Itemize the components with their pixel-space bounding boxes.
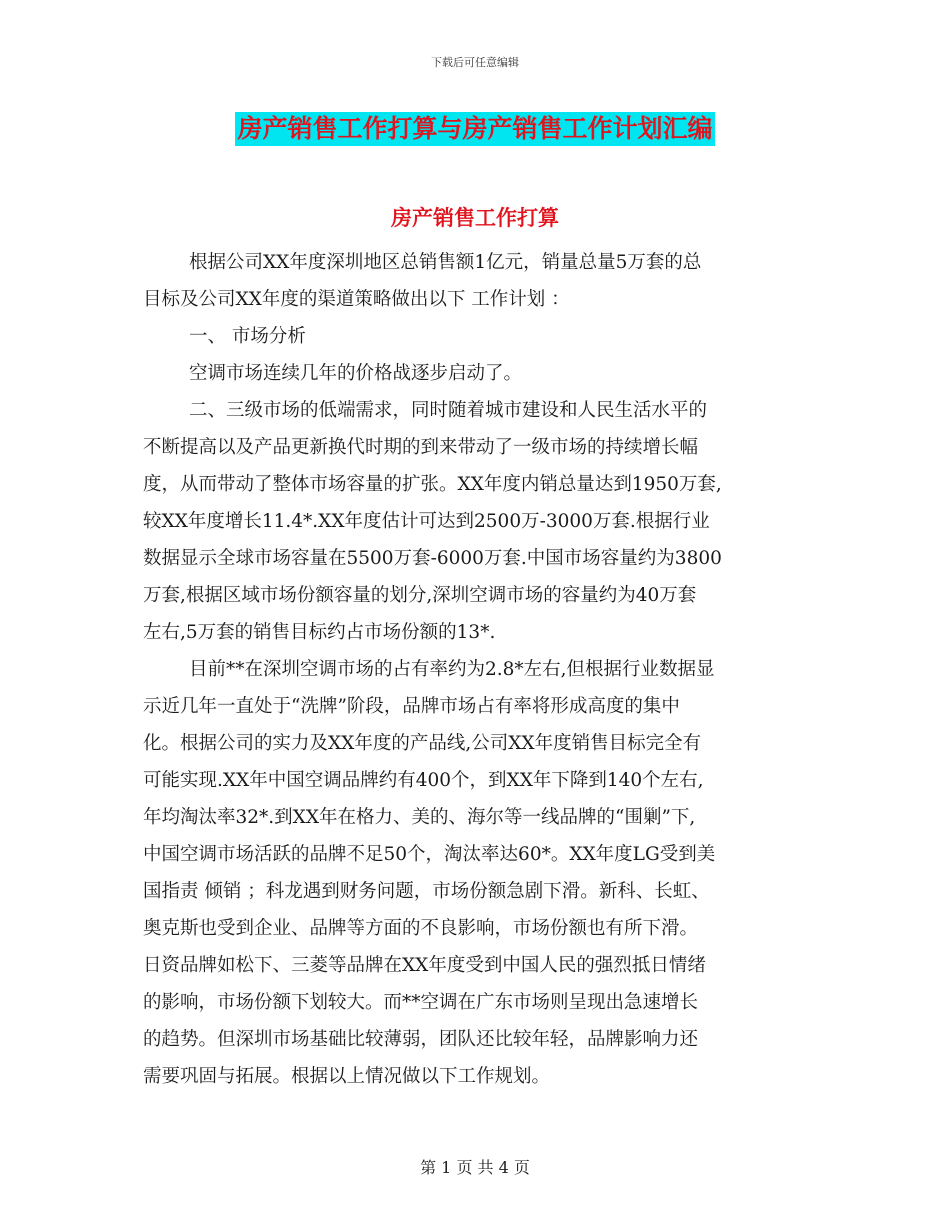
body-line: 可能实现.XX年中国空调品牌约有400个，到XX年下降到140个左右,	[143, 770, 704, 791]
body-line: 化。根据公司的实力及XX年度的产品线,公司XX年度销售目标完全有	[143, 733, 702, 754]
body-line: 的趋势。但深圳市场基础比较薄弱，团队还比较年轻，品牌影响力还	[143, 1029, 699, 1050]
body-line: 奥克斯也受到企业、品牌等方面的不良影响，市场份额也有所下滑。	[143, 918, 699, 939]
body-line: 左右,5万套的销售目标约占市场份额的13*.	[143, 622, 496, 643]
body-line: 中国空调市场活跃的品牌不足50个，淘汰率达60*。XX年度LG受到美	[143, 844, 716, 865]
body-line: 数据显示全球市场容量在5500万套-6000万套.中国市场容量约为3800	[143, 548, 722, 569]
page-number: 第 1 页 共 4 页	[420, 1158, 530, 1177]
page-header-note: 下载后可任意编辑	[431, 56, 519, 69]
body-line: 根据公司XX年度深圳地区总销售额1亿元，销量总量5万套的总	[189, 252, 702, 273]
body-line: 需要巩固与拓展。根据以上情况做以下工作规划。	[143, 1066, 551, 1087]
body-line: 目标及公司XX年度的渠道策略做出以下 工作计划 ：	[143, 289, 570, 310]
body-line: 的影响，市场份额下划较大。而**空调在广东市场则呈现出急速增长	[143, 992, 699, 1013]
body-line: 日资品牌如松下、三菱等品牌在XX年度受到中国人民的强烈抵日情绪	[143, 955, 706, 976]
section-title: 房产销售工作打算	[391, 206, 559, 230]
body-line: 目前**在深圳空调市场的占有率约为2.8*左右,但根据行业数据显	[189, 659, 715, 680]
body-line: 国指责 倾销 ；科龙遇到财务问题，市场份额急剧下滑。新科、长虹、	[143, 881, 710, 902]
document-body	[143, 244, 815, 1095]
body-line: 度，从而带动了整体市场容量的扩张。XX年度内销总量达到1950万套,	[143, 474, 722, 495]
body-line: 一、 市场分析	[189, 326, 306, 347]
body-line: 不断提高以及产品更新换代时期的到来带动了一级市场的持续增长幅	[143, 437, 699, 458]
document-title: 房产销售工作打算与房产销售工作计划汇编	[235, 112, 714, 146]
body-line: 二、三级市场的低端需求，同时随着城市建设和人民生活水平的	[189, 400, 708, 421]
document-title-container	[0, 112, 950, 146]
body-line: 万套,根据区域市场份额容量的划分,深圳空调市场的容量约为40万套	[143, 585, 697, 606]
body-line: 空调市场连续几年的价格战逐步启动了。	[189, 363, 523, 384]
body-line: 较XX年度增长11.4*.XX年度估计可达到2500万-3000万套.根据行业	[143, 511, 710, 532]
body-line: 年均淘汰率32*.到XX年在格力、美的、海尔等一线品牌的“围剿”下,	[143, 807, 696, 828]
body-line: 示近几年一直处于“洗牌”阶段，品牌市场占有率将形成高度的集中	[143, 696, 680, 717]
